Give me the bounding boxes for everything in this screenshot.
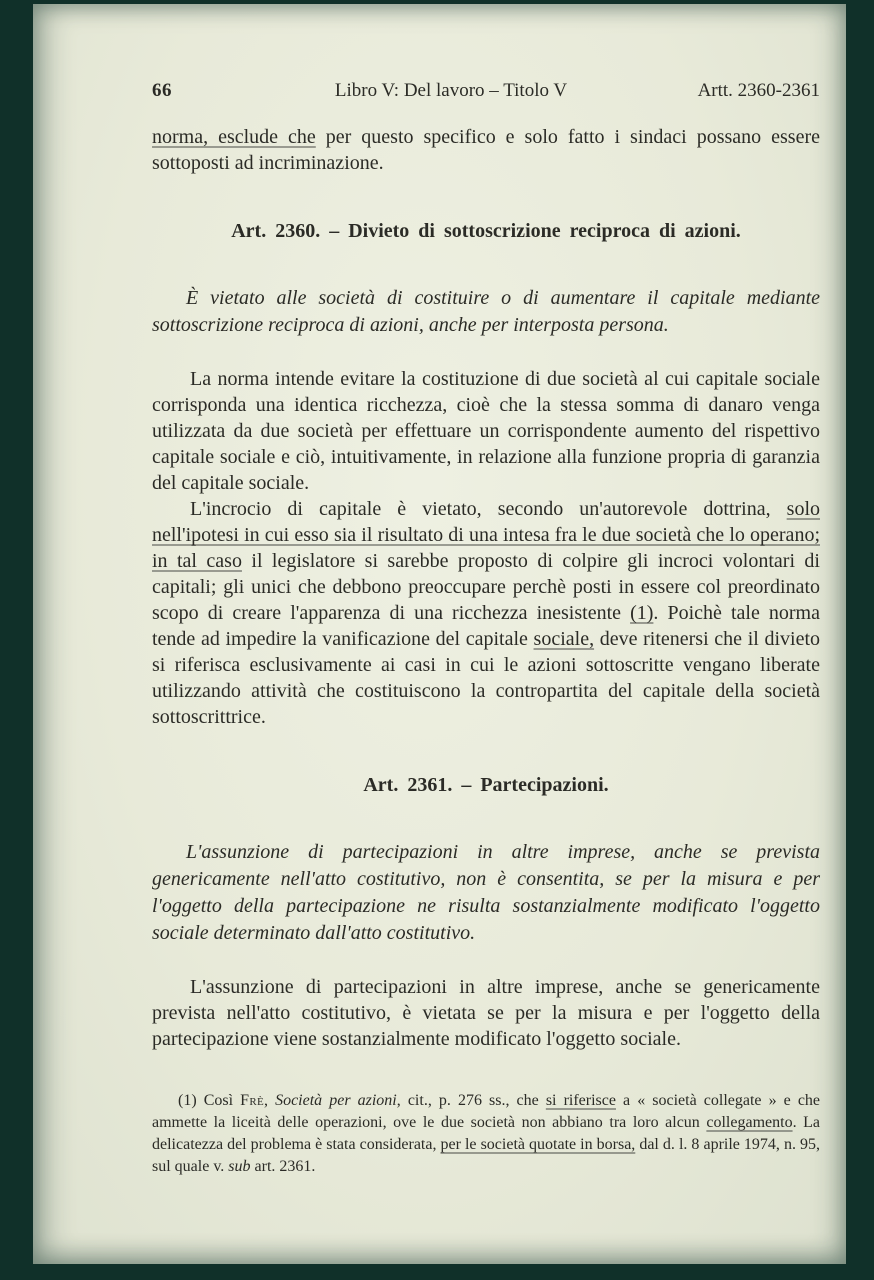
text-segment: a « società collegate » e che ammette la liceità delle operazioni, ove le due società non abbiano tra loro alcun <box>152 1092 821 1131</box>
text-segment: Frè <box>240 1092 264 1109</box>
text-segment: solo nell'ipotesi in cui esso sia il risultato di una intesa fra le due società che lo operano; <box>152 498 820 546</box>
text-segment: deve ritenersi che il divieto si riferisca esclusivamente ai casi in cui le azioni sottoscritte vengano liberate utilizzando attività che costituiscono la contropartita del capitale della società sottoscrittrice. <box>152 628 820 728</box>
text-segment: per questo specifico e solo fatto i sindaci possano essere sottoposti ad incriminazione. <box>152 126 820 174</box>
text-segment: il legislatore si sarebbe proposto di colpire gli incroci volontari di capitali; gli unici che debbono preoccupare perchè posti in essere col preordinato scopo di creare l'apparenza di una ricchezza inesistente <box>152 550 820 624</box>
article-2360-commentary-2 <box>152 496 820 730</box>
article-2361-commentary: L'assunzione di partecipazioni in altre imprese, anche se genericamente prevista nell'atto costitutivo, è vietata se per la misura e per l'oggetto della partecipazione viene sostanzialmente modificato l'oggetto sociale. <box>152 976 820 1050</box>
text-segment: in tal caso <box>152 550 242 572</box>
article-2360-commentary-1: La norma intende evitare la costituzione di due società al cui capitale sociale corrisponda una identica ricchezza, cioè che la stessa somma di danaro venga utilizzata da due società per effettuare un corrispondente aumento del rispettivo capitale sociale e ciò, intuitivamente, in relazione alla funzione propria di garanzia del capitale sociale. <box>152 368 820 494</box>
running-title: Libro V: Del lavoro – Titolo V <box>334 80 568 101</box>
text-segment: sub <box>228 1158 251 1175</box>
paragraph-continuation <box>152 124 820 176</box>
article-2360-law-text: È vietato alle società di costituire o di aumentare il capitale mediante sottoscrizione reciproca di azioni, anche per interposta persona. <box>152 287 820 336</box>
text-segment: collegamento <box>706 1114 793 1131</box>
article-2361-law-text: L'assunzione di partecipazioni in altre imprese, anche se prevista genericamente nell'atto costitutivo, non è consentita, se per la misura e per l'oggetto della partecipazione ne risulta sostanzialmente modificato l'oggetto sociale determinato dall'atto costitutivo. <box>152 841 820 944</box>
page-header <box>152 80 820 102</box>
text-segment: (1) <box>630 602 654 624</box>
text-segment: si riferisce <box>545 1092 616 1109</box>
article-2360-heading: Art. 2360. – Divieto di sottoscrizione reciproca di azioni. <box>231 220 741 242</box>
text-segment: , cit., p. 276 ss., che <box>396 1092 546 1109</box>
text-segment: sociale, <box>533 628 595 650</box>
page-number: 66 <box>152 80 172 101</box>
text-segment: norma, esclude che <box>152 126 316 148</box>
book-page <box>33 4 846 1264</box>
text-segment: . Poichè tale norma tende ad impedire la vanificazione del capitale <box>152 602 820 650</box>
text-segment: . La delicatezza del problema è stata considerata, <box>152 1114 821 1153</box>
articles-range: Artt. 2360-2361 <box>697 80 820 101</box>
text-segment: , <box>264 1092 276 1109</box>
text-segment: dal d. l. 8 aprile 1974, n. 95, sul quale v. <box>152 1136 821 1175</box>
article-2361-heading: Art. 2361. – Partecipazioni. <box>363 774 609 796</box>
text-segment: art. 2361. <box>250 1158 316 1175</box>
text-segment: Società per azioni <box>275 1092 397 1109</box>
text-segment: (1) Così <box>178 1092 241 1109</box>
text-segment: per le società quotate in borsa, <box>440 1136 636 1153</box>
footnote <box>152 1090 820 1178</box>
text-segment: L'incrocio di capitale è vietato, secondo un'autorevole dottrina, <box>190 498 787 520</box>
